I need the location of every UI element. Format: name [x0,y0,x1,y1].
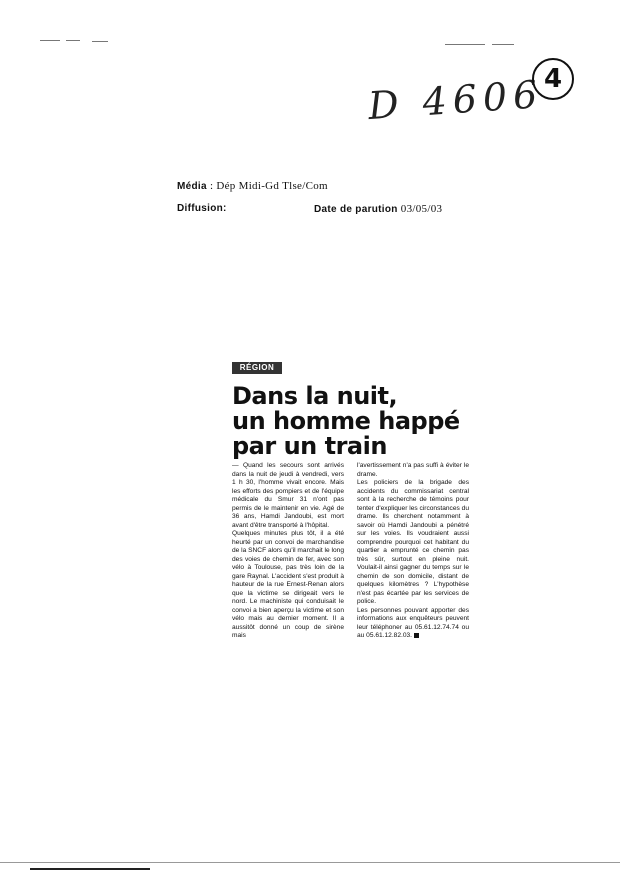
scan-artifact [492,44,514,45]
scan-edge [0,862,620,863]
scan-artifact [66,40,80,41]
diffusion-label: Diffusion: [177,203,227,214]
handwritten-reference: D 4606 [366,71,545,129]
date-line [314,203,442,215]
media-line [177,180,328,192]
scan-edge [30,868,150,870]
date-value: 03/05/03 [400,203,443,215]
article-column-2 [357,462,469,641]
date-label: Date de parution [314,204,398,215]
article-column-1 [232,462,344,641]
paragraph: Quelques minutes plus tôt, il a été heurté par un convoi de marchandise de la SNCF alors qu'il marchait le long des voies de chemin de fer, avec son vélo à Toulouse, pas très loin de la gare Raynal. L'accident s'est produit à hauteur de la rue Ernest-Renan alors que la victime se dirigeait vers le nord. Le machiniste qui conduisait le convoi a bien aperçu la victime et son vélo mais au dernier moment. Il a aussitôt donné un coup de sirène mais [232,530,344,639]
article-headline [232,384,472,459]
scan-artifact [40,40,60,41]
paragraph: Les policiers de la brigade des accidents du commissariat central sont à la recherche de témoins pour tenter d'expliquer les circonstances du drame. Ils cherchent notamment à savoir où Hamdi Jandoubi a pénétré sur les voies. Ils voudraient aussi comprendre pourquoi cet habitant du quartier a emprunté ce chemin pas très sûr, surtout en pleine nuit. Voulait-il ainsi gagner du temps sur le chemin de son domicile, distant de quelques kilomètres ? L'hypothèse n'est pas écartée par les services de police. [357,479,469,605]
headline-line: un homme happé [232,407,460,435]
media-value: : Dép Midi-Gd Tlse/Com [209,180,328,192]
scan-artifact [92,41,108,42]
paragraph: — Quand les secours sont arrivés dans la nuit de jeudi à vendredi, vers 1 h 30, l'homme vivait encore. Mais les efforts des pompiers et de l'équipe médicale du Smur 31 n'ont pas permis de le maintenir en vie. Agé de 36 ans, Hamdi Jandoubi, est mort avant d'être transporté à l'hôpital. [232,462,344,529]
circled-page-number: 4 [532,58,574,100]
paragraph: l'avertissement n'a pas suffi à éviter le drame. [357,462,469,478]
media-label: Média [177,181,207,192]
end-of-article-mark [414,633,419,638]
rubric-badge: RÉGION [232,362,282,374]
paragraph-last [357,607,469,641]
paragraph: Les personnes pouvant apporter des informations aux enquêteurs peuvent leur téléphoner au 05.61.12.74.74 ou au 05.61.12.82.03. [357,606,469,639]
headline-line: Dans la nuit, [232,382,398,410]
headline-line: par un train [232,432,387,460]
scan-artifact [445,44,485,45]
